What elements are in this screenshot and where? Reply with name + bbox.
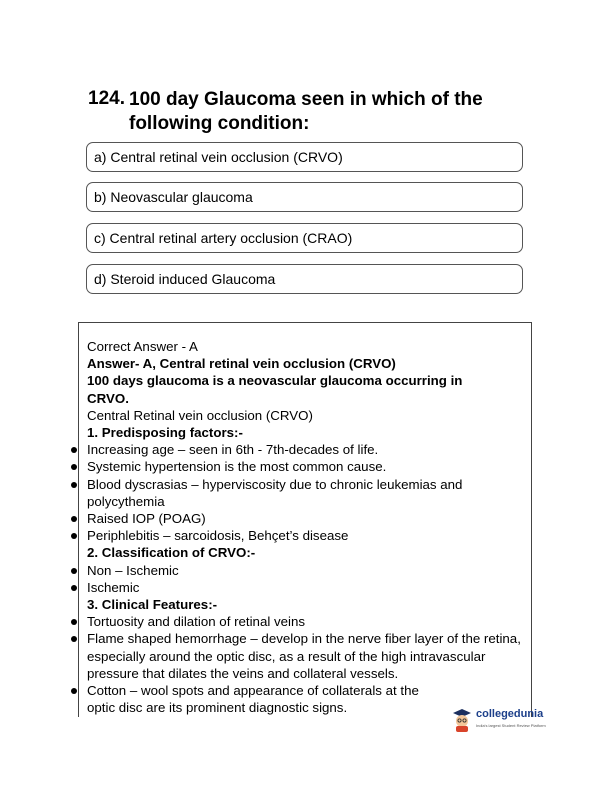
bullet-icon (71, 619, 77, 625)
list-item (87, 476, 487, 510)
section-predisposing-title: 1. Predisposing factors:- (87, 425, 243, 441)
list-item (87, 613, 527, 630)
question-number: 124. (88, 88, 125, 109)
question-text: 100 day Glaucoma seen in which of the following condition: (129, 89, 483, 134)
answer-content (87, 338, 527, 716)
list-item-text: Ischemic (87, 579, 140, 595)
list-item (87, 510, 527, 527)
list-item (87, 441, 527, 458)
bullet-icon (71, 447, 77, 453)
list-item-text: Non – Ischemic (87, 562, 179, 578)
logo-tagline: India's largest Student Review Platform (476, 723, 546, 728)
list-item-text: Periphlebitis – sarcoidosis, Behçet’s disease (87, 528, 349, 544)
option-a[interactable]: a) Central retinal vein occlusion (CRVO) (86, 142, 523, 172)
correct-answer: Correct Answer - A (87, 339, 198, 354)
list-item-text: Raised IOP (POAG) (87, 511, 206, 527)
option-b[interactable]: b) Neovascular glaucoma (86, 182, 523, 212)
list-item-text: Cotton – wool spots and appearance of collaterals at the optic disc are its prominent diagnostic signs. (87, 683, 419, 716)
option-d[interactable]: d) Steroid induced Glaucoma (86, 264, 523, 294)
list-item (87, 562, 527, 579)
bullet-icon (71, 516, 77, 522)
list-item (87, 630, 527, 682)
list-item (87, 579, 527, 596)
answer-heading: Answer- A, Central retinal vein occlusion (CRVO) (87, 356, 396, 372)
section-clinical-title: 3. Clinical Features:- (87, 597, 218, 613)
bullet-icon (71, 533, 77, 539)
bullet-icon (71, 568, 77, 574)
answer-summary-period: . (125, 390, 129, 406)
subject-line: Central Retinal vein occlusion (CRVO) (87, 407, 313, 423)
bullet-icon (71, 464, 77, 470)
answer-summary-text: 100 days glaucoma is a neovascular glaucoma occurring in CRVO (87, 373, 463, 406)
list-item-text: Tortuosity and dilation of retinal veins (87, 614, 306, 630)
list-item-text: Increasing age – seen in 6th - 7th-decades of life. (87, 442, 379, 458)
list-item (87, 458, 527, 475)
answer-summary (87, 372, 507, 406)
bullet-icon (71, 636, 77, 642)
bullet-icon (71, 482, 77, 488)
section-classification-title: 2. Classification of CRVO:- (87, 545, 256, 561)
bullet-icon (71, 688, 77, 694)
logo-text: collegedunia (476, 708, 544, 720)
graduate-mascot-icon (452, 707, 472, 733)
list-item (87, 682, 427, 716)
list-item-text: Blood dyscrasias – hyperviscosity due to chronic leukemias and polycythemia (87, 476, 463, 509)
list-item (87, 527, 527, 544)
collegedunia-logo (452, 707, 570, 737)
option-c[interactable]: c) Central retinal artery occlusion (CRAO) (86, 223, 523, 253)
list-item-text: Flame shaped hemorrhage – develop in the nerve fiber layer of the retina, especially around the optic disc, as a result of the high intravascular pressure that dilates the veins and collateral vessels. (87, 631, 521, 681)
list-item-text: Systemic hypertension is the most common cause. (87, 459, 387, 475)
bullet-icon (71, 585, 77, 591)
